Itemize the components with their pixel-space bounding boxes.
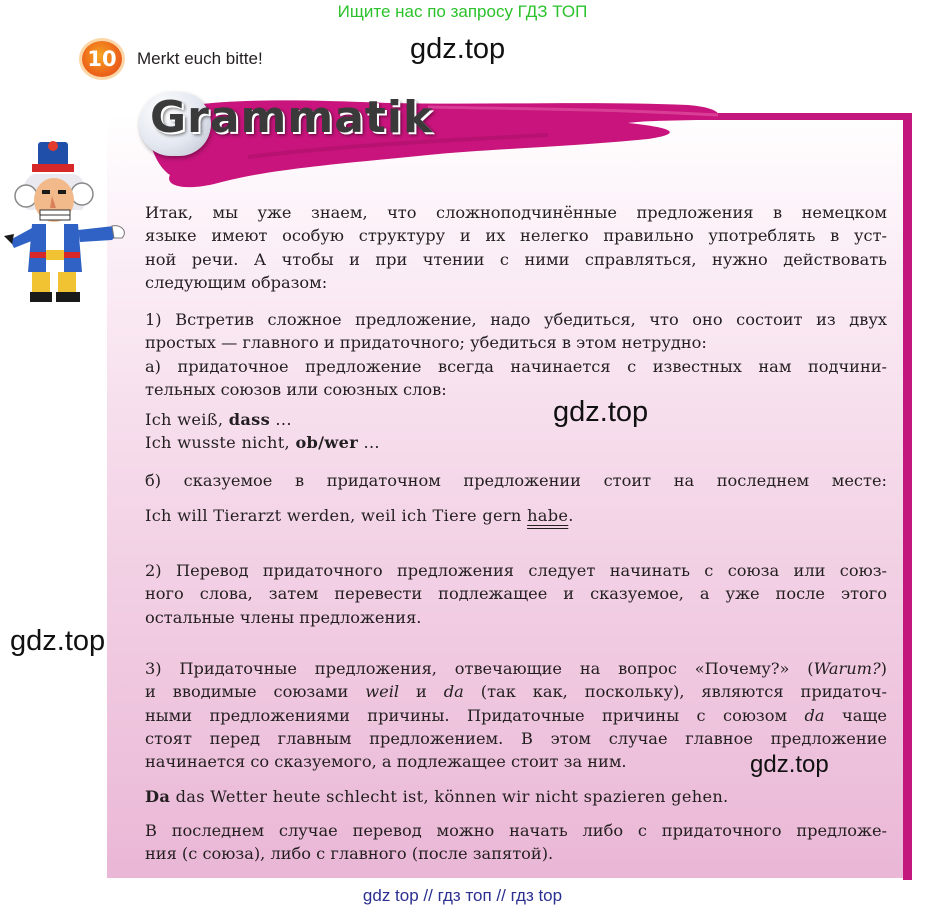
watermark: gdz.top [750,751,829,778]
text-line: Итак, мы уже знаем, что сложноподчинённые предложения в немецком [145,203,887,222]
text-line: языке имеют особую структуру и их нелегко правильно употреблять в уст- [145,226,887,246]
text-line: остальные члены предложения. [145,607,422,627]
nutcracker-mascot-illustration [2,140,132,305]
example-text: ... [269,410,292,429]
section-heading: Grammatik [150,92,434,143]
example-text: Ich wusste nicht, [145,433,296,453]
verb-underlined: habe [527,506,569,525]
text-fragment: чаще [824,705,887,725]
watermark: gdz.top [410,33,506,65]
italic-fragment: da [443,682,464,702]
text-fragment: ными предложениями причины. Придаточные причины с союзом [145,705,805,725]
text-fragment: и вводимые союзами [145,682,366,702]
text-line [145,657,887,680]
italic-fragment: weil [365,682,400,702]
text-line: стоят перед главным предложением. В этом случае главное предложение [145,728,887,748]
panel-border-right [903,113,912,880]
text-fragment: ) [880,659,887,678]
text-fragment: (так как, поскольку), являются придаточ- [463,682,887,702]
conjunction-bold: Da [145,787,171,806]
example-line [145,408,887,431]
footer-links: gdz top // гдз топ // гдз top [362,886,563,905]
example-line [145,785,887,808]
final-paragraph [145,819,887,866]
text-line: тельных союзов или союзных слов: [145,379,447,399]
text-fragment: 3) Придаточные предложения, отвечающие на вопрос «Почему?» ( [145,659,814,678]
text-line: простых — главного и придаточного; убедиться в этом нетрудно: [145,333,707,353]
text-line: ного слова, затем перевести подлежащее и сказуемое, а уже после этого [145,584,887,604]
example-3 [145,785,887,808]
text-line: б) сказуемое в придаточном предложении стоит на последнем месте: [145,471,887,490]
text-line: В последнем случае перевод можно начать либо с придаточного предложе- [145,821,887,840]
example-text: Ich will Tierarzt werden, weil ich Tiere gern [145,506,528,525]
text-line: а) придаточное предложение всегда начинается с известных нам подчини- [145,356,887,376]
example-text: . [568,506,574,525]
example-2 [145,504,887,527]
rule-2-paragraph [145,559,887,629]
text-line: ния (с союза), либо с главного (после запятой). [145,844,554,864]
italic-fragment: da [804,705,825,725]
conjunction-bold: ob/wer [295,433,359,453]
text-line: ной речи. А чтобы и при чтении с ними справляться, нужно действовать [145,249,887,269]
text-line: следующим образом: [145,272,328,292]
intro-paragraph [145,201,887,294]
example-text: Ich weiß, [145,410,229,429]
italic-fragment: Warum? [813,659,881,678]
text-line: 2) Перевод придаточного предложения следует начинать с союза или союз- [145,561,887,580]
example-line [145,431,887,454]
conjunction-bold: dass [228,410,270,429]
watermark: gdz.top [553,396,649,428]
watermark: gdz.top [10,625,106,657]
text-line: начинается со сказуемого, а подлежащее стоит за ним. [145,752,627,772]
text-line [145,704,887,727]
rule-1-paragraph [145,308,887,401]
text-fragment: и [399,682,444,702]
text-line: 1) Встретив сложное предложение, надо убедиться, что оно состоит из двух [145,310,887,329]
top-banner: Ищите нас по запросу ГДЗ ТОП [337,2,588,21]
exercise-number-badge: 10 [82,41,122,77]
text-line [145,680,887,703]
example-text: ... [358,433,380,453]
exercise-title: Merkt euch bitte! [137,49,263,68]
example-text: das Wetter heute schlecht ist, können wir nicht spazieren gehen. [170,787,729,806]
example-1 [145,408,887,455]
rule-1b-paragraph [145,469,887,492]
example-line [145,504,887,527]
